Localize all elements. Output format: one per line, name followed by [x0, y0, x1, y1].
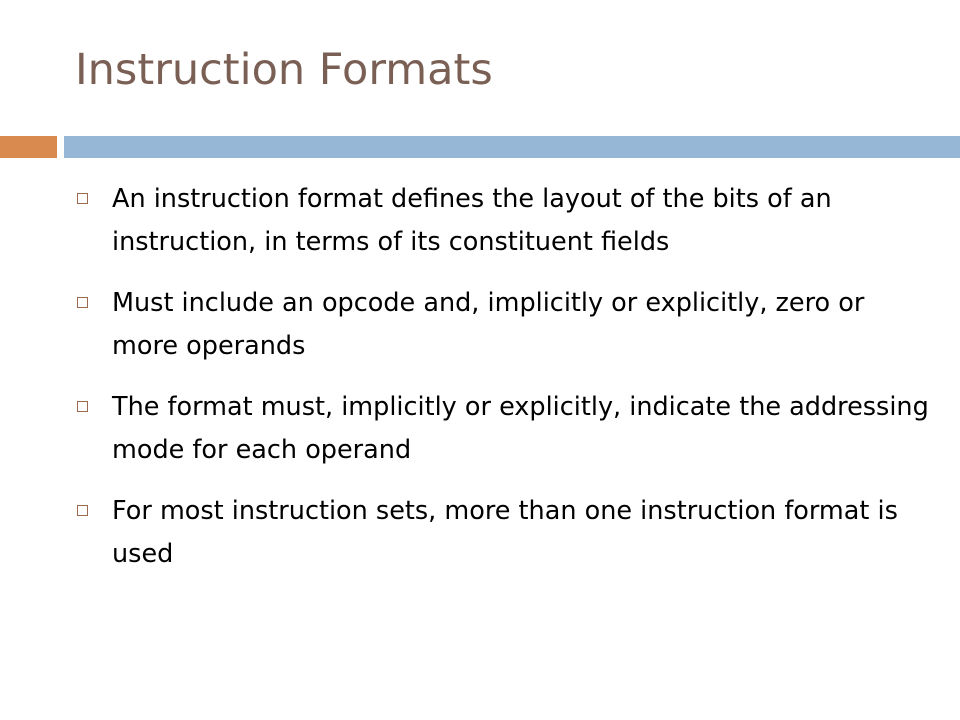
hollow-square-bullet-icon: [77, 505, 88, 516]
hollow-square-bullet-icon: [77, 297, 88, 308]
bullet-item: [75, 386, 935, 472]
hollow-square-bullet-icon: [77, 193, 88, 204]
bullet-text: Must include an opcode and, implicitly or explicitly, zero or more operands: [112, 288, 865, 361]
bullet-list: [75, 178, 935, 594]
bullet-item: [75, 282, 935, 368]
slide-title: Instruction Formats: [75, 45, 493, 95]
bullet-text: An instruction format defines the layout of the bits of an instruction, in terms of its constituent fields: [112, 184, 832, 257]
title-underline-rule: [64, 136, 960, 158]
bullet-text: For most instruction sets, more than one instruction format is used: [112, 496, 898, 569]
bullet-text: The format must, implicitly or explicitly, indicate the addressing mode for each operand: [112, 392, 929, 465]
title-accent-rule: [0, 136, 57, 158]
bullet-item: [75, 178, 935, 264]
hollow-square-bullet-icon: [77, 401, 88, 412]
bullet-item: [75, 490, 935, 576]
